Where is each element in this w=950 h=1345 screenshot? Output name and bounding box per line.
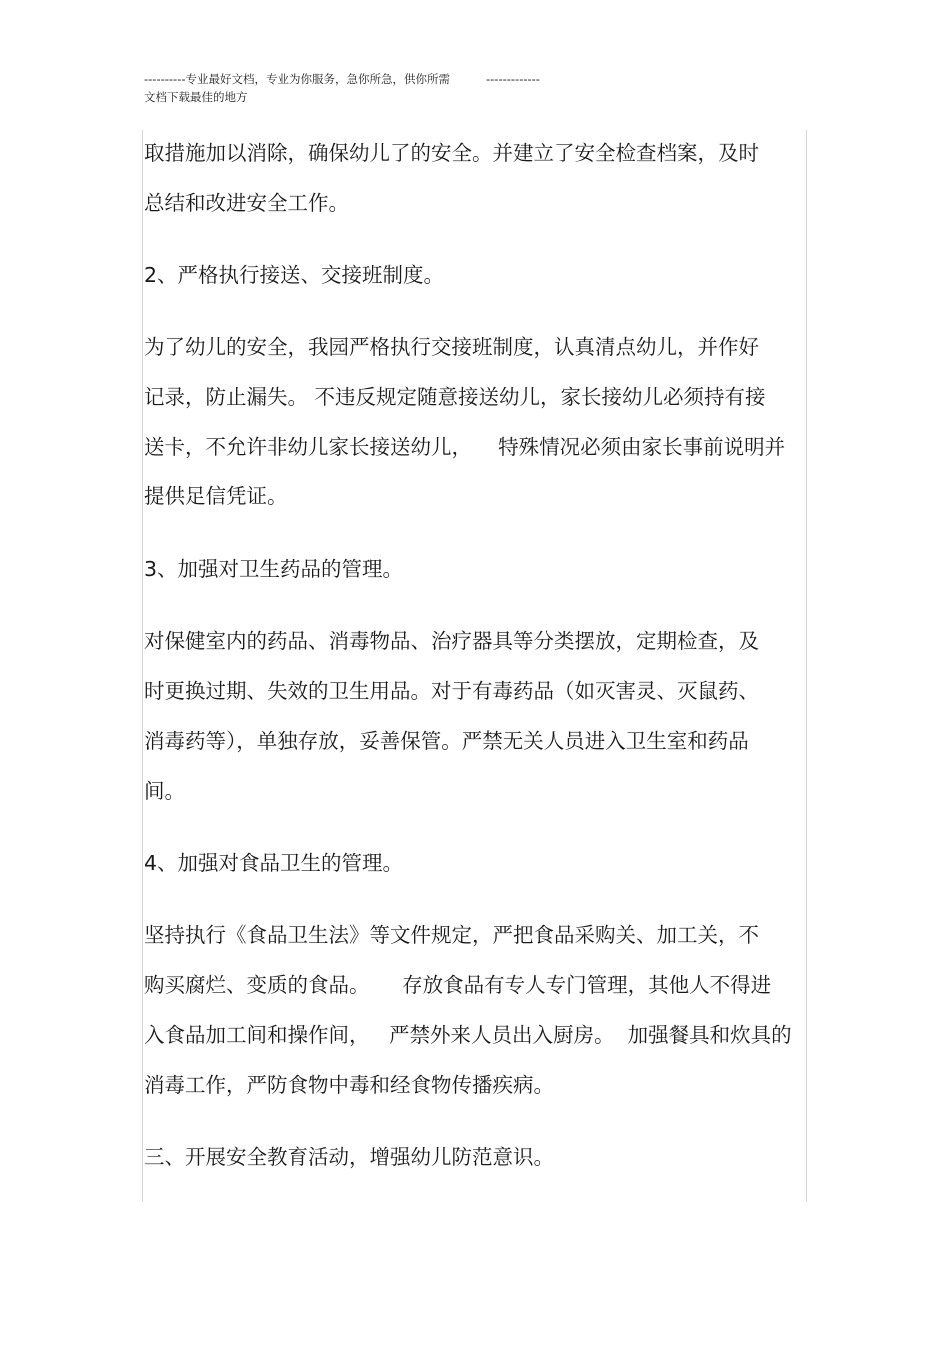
header-line-2: 文档下载最佳的地方 <box>144 90 248 104</box>
paragraph-line: 为了幼儿的安全，我园严格执行交接班制度，认真清点幼儿，并作好 <box>144 335 759 359</box>
header-trailing-dashes: ------------- <box>486 72 540 86</box>
section-heading: 三、开展安全教育活动，增强幼儿防范意识。 <box>144 1145 554 1169</box>
paragraph-line: 购买腐烂、变质的食品。 存放食品有专人专门管理，其他人不得进 <box>144 973 772 997</box>
paragraph-line: 时更换过期、失效的卫生用品。对于有毒药品（如灭害灵、灭鼠药、 <box>144 679 759 703</box>
section-heading: 3、加强对卫生药品的管理。 <box>144 557 404 581</box>
paragraph-line: 对保健室内的药品、消毒物品、治疗器具等分类摆放，定期检查，及 <box>144 629 759 653</box>
paragraph-line: 送卡，不允许非幼儿家长接送幼儿， 特殊情况必须由家长事前说明并 <box>144 435 786 459</box>
section-heading: 4、加强对食品卫生的管理。 <box>144 851 404 875</box>
content-left-border <box>142 130 143 1202</box>
paragraph-line: 取措施加以消除，确保幼儿了的安全。并建立了安全检查档案，及时 <box>144 141 759 165</box>
paragraph-line: 坚持执行《食品卫生法》等文件规定，严把食品采购关、加工关，不 <box>144 923 759 947</box>
paragraph-line: 记录，防止漏失。 不违反规定随意接送幼儿，家长接幼儿必须持有接 <box>144 385 766 409</box>
header-line-1 <box>144 70 540 88</box>
page-header <box>144 70 540 106</box>
paragraph-line: 入食品加工间和操作间， 严禁外来人员出入厨房。 加强餐具和炊具的 <box>144 1023 792 1047</box>
paragraph-line: 消毒工作，严防食物中毒和经食物传播疾病。 <box>144 1073 554 1097</box>
header-slogan: ----------专业最好文档，专业为你服务，急你所急，供你所需 <box>144 72 450 86</box>
paragraph-line: 消毒药等），单独存放，妥善保管。严禁无关人员进入卫生室和药品 <box>144 729 749 753</box>
content-right-border <box>806 130 807 1202</box>
paragraph-line: 间。 <box>144 779 185 803</box>
paragraph-line: 提供足信凭证。 <box>144 484 288 508</box>
paragraph-line: 总结和改进安全工作。 <box>144 191 349 215</box>
section-heading: 2、严格执行接送、交接班制度。 <box>144 263 445 287</box>
